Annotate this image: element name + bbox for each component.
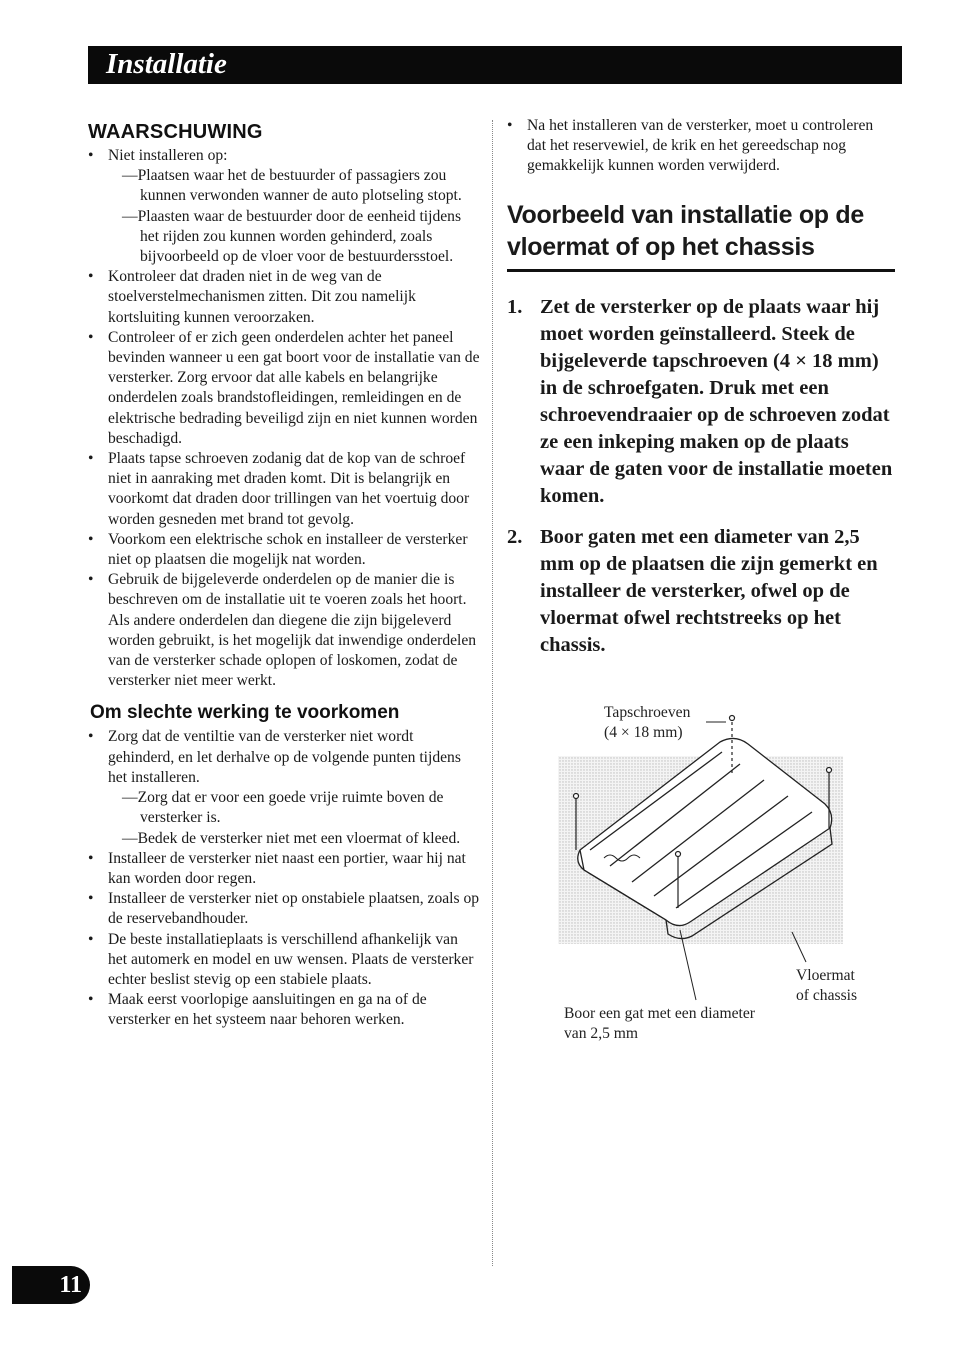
warning-list: [88, 146, 480, 691]
sub-item: —Zorg dat er voor een goede vrije ruimte boven de versterker is.: [122, 789, 444, 827]
list-item-text: Voorkom een elektrische schok en installeer de versterker niet op plaatsen die mogelijk nat worden.: [108, 530, 468, 569]
page-number: 11: [59, 1272, 82, 1298]
label-screws: Tapschroeven (4 × 18 mm): [604, 704, 691, 741]
list-item-text: Installeer de versterker niet op onstabiele plaatsen, zoals op de reservebandhouder.: [108, 890, 480, 928]
list-item-text: Controleer of er zich geen onderdelen achter het paneel bevinden wanneer u een gat boort voor de installatie van de versterker. Zorg ervoor dat alle kabels en belangrijke onderdelen zoals brandstofleidingen, remleidingen en de elektrische bedrading beveiligd zijn en niet kunnen worden beschadigd.: [108, 328, 480, 447]
malfunction-list: [88, 727, 480, 1030]
sub-item: —Plaasten waar de bestuurder door de eenheid tijdens het rijden zou kunnen worden gehinderd, zoals bijvoorbeeld op de vloer voor de bestuurdersstoel.: [122, 207, 462, 266]
installation-figure: [550, 700, 870, 1050]
step-number: 2.: [507, 525, 523, 548]
page-section-title: Installatie: [106, 48, 227, 80]
left-column: [88, 116, 480, 1031]
column-divider: [492, 120, 493, 1266]
right-column: [507, 116, 895, 673]
header-bar: [88, 46, 902, 84]
step-item: [507, 294, 895, 510]
list-item-text: Plaats tapse schroeven zodanig dat de kop van de schroef niet in aanraking met draden komt. Dit is belangrijk en voorkomt dat draden door trillingen van het voertuig door worden gesneden met brand tot gevolg.: [108, 450, 470, 528]
list-item: [88, 990, 480, 1030]
list-item-text: Gebruik de bijgeleverde onderdelen op de manier die is beschreven om de installatie uit te voeren zoals het hoort. Als andere onderdelen dan diegene die zijn bijgeleverd worden gebruikt, is het mogelijk dat inwendige onderdelen van de versterker schade oplopen of loskomen, zodat de versterker niet meer werkt.: [108, 571, 477, 690]
label-floor: Vloermat of chassis: [796, 967, 858, 1004]
list-item-text: De beste installatieplaats is verschillend afhankelijk van het automerk en model en uw wensen. Plaats de versterker echter beslist stevig op een stabiele plaats.: [108, 930, 474, 988]
list-item: [88, 849, 480, 889]
list-item: [88, 930, 480, 991]
malfunction-heading: Om slechte werking te voorkomen: [90, 702, 400, 724]
list-item-text: Zorg dat de ventiltie van de versterker niet wordt gehinderd, en let derhalve op de volgende punten tijdens het installeren.: [108, 728, 461, 786]
step-item: [507, 524, 895, 659]
list-item: [88, 449, 480, 530]
list-item: • Na het installeren van de versterker, moet u controleren dat het reservewiel, de krik en het gereedschap nog gemakkelijk kunnen worden verwijderd.: [507, 116, 895, 177]
list-item-text: Niet installeren op:: [108, 147, 228, 164]
list-item: [88, 328, 480, 449]
sub-item: —Plaatsen waar het de bestuurder of passagiers zou kunnen verwonden wanner de auto plotseling stopt.: [122, 167, 462, 205]
step-text: Boor gaten met een diameter van 2,5 mm op de plaatsen die zijn gemerkt en installeer de versterker, ofwel op de vloermat ofwel rechtstreeks op het chassis.: [540, 525, 878, 656]
list-item-text: Kontroleer dat draden niet in de weg van de stoelverstelmechanismen zitten. Dit zou namelijk kortsluiting kunnen veroorzaken.: [108, 268, 416, 326]
list-item: [88, 889, 480, 929]
installation-example-title: Voorbeeld van installatie op de vloermat of op het chassis: [507, 199, 895, 272]
steps-list: [507, 294, 895, 659]
list-item: [88, 727, 480, 848]
list-item-text: Maak eerst voorlopige aansluitingen en ga na of de versterker en het systeem naar behoren werken.: [108, 991, 427, 1029]
label-drill: Boor een gat met een diameter van 2,5 mm: [564, 1005, 755, 1042]
list-item: [88, 146, 480, 267]
list-item: [88, 267, 480, 328]
warning-heading: WAARSCHUWING: [88, 121, 263, 143]
step-number: 1.: [507, 295, 523, 318]
sub-item: —Bedek de versterker niet met een vloermat of kleed.: [122, 829, 461, 847]
page-number-tab: [12, 1266, 90, 1304]
list-item: [88, 570, 480, 691]
list-item: [88, 530, 480, 570]
step-text: Zet de versterker op de plaats waar hij moet worden geïnstalleerd. Steek de bijgeleverde tapschroeven (4 × 18 mm) in de schroefgaten. Druk met een schroevendraaier op de schroeven zodat ze een inkeping maken op de plaats waar de gaten voor de installatie moeten komen.: [540, 295, 893, 507]
list-item-text: Installeer de versterker niet naast een portier, waar hij nat kan worden door regen.: [108, 849, 466, 887]
check-list: [507, 116, 895, 177]
